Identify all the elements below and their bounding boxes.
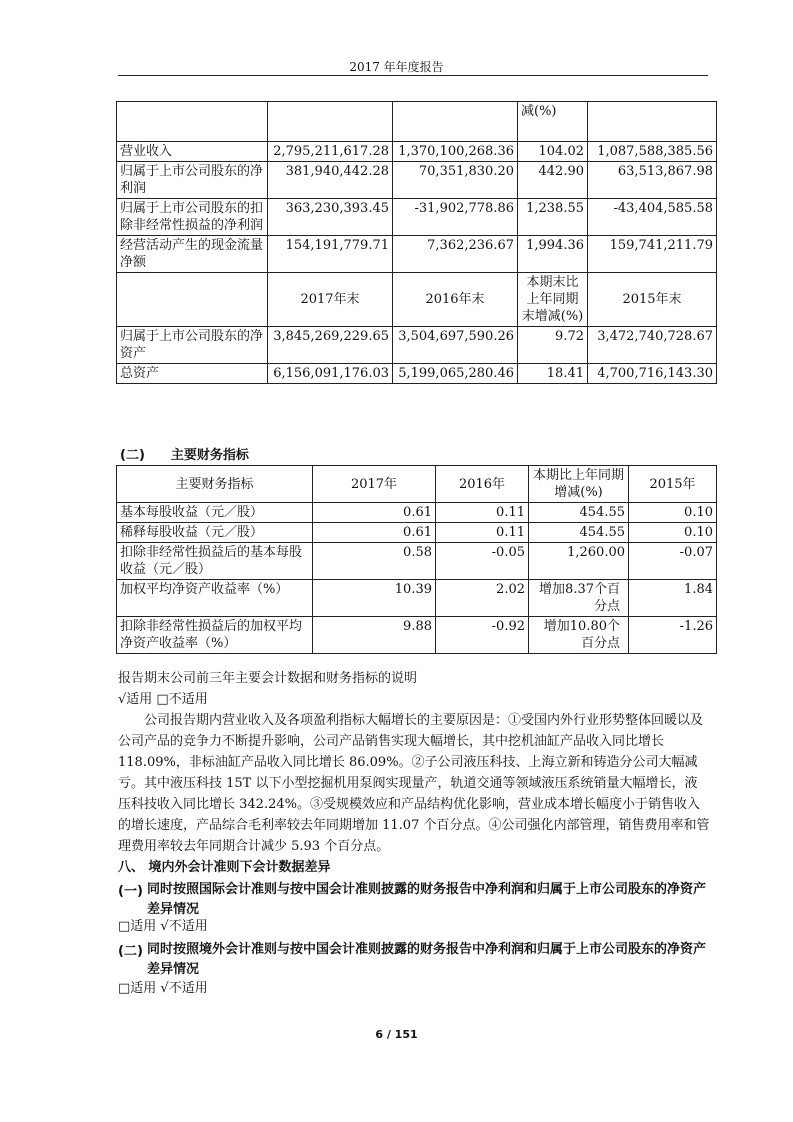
col-header-2016-end: 2016年末 xyxy=(393,273,518,327)
col-header-2015-end: 2015年末 xyxy=(588,273,717,327)
cell-2015: -1.26 xyxy=(629,617,717,654)
cell-change: 104.02 xyxy=(518,142,588,162)
table-row xyxy=(117,364,717,384)
cell-change: 454.55 xyxy=(529,523,629,543)
cell-change: 增加8.37个百分点 xyxy=(529,580,629,617)
table-row xyxy=(117,580,717,617)
table-row xyxy=(117,199,717,236)
row-label: 稀释每股收益（元／股） xyxy=(117,523,313,543)
table-header-row xyxy=(117,466,717,503)
sub2-heading: 同时按照境外会计准则与按中国会计准则披露的财务报告中净利润和归属于上市公司股东的净资产差异情况 xyxy=(147,942,707,977)
col-header-change: 本期末比上年同期末增减(%) xyxy=(518,273,588,327)
section8-title: 八、 境内外会计准则下会计数据差异 xyxy=(118,860,331,875)
header-divider xyxy=(118,75,708,76)
row-label: 归属于上市公司股东的扣除非经常性损益的净利润 xyxy=(117,199,268,236)
cell-2016: 2.02 xyxy=(436,580,529,617)
cell-2016: -0.05 xyxy=(436,543,529,580)
table-row xyxy=(117,617,717,654)
note-paragraph: 公司报告期内营业收入及各项盈利指标大幅增长的主要原因是：①受国内外行业形势整体回暖以及公司产品的竞争力不断提升影响，公司产品销售实现大幅增长，其中挖机油缸产品收入同比增长 118.09%，非标油缸产品收入同比增长 86.09%。②子公司液压科技、上海立新和铸造分公司大幅减亏。其中液压科技 15T 以下小型挖掘机用泵阀实现量产，轨道交通等领域液压系统销量大幅增长，液压科技收入同比增长 342.24%。③受规模效应和产品结构优化影响，营业成本增长幅度小于销售收入的增长速度，产品综合毛利率较去年同期增加 11.07 个百分点。④公司强化内部管理，销售费用率和管理费用率较去年同期合计减少 5.93 个百分点。 xyxy=(118,713,710,854)
row-label: 归属于上市公司股东的净利润 xyxy=(117,162,268,199)
col-header-2016: 2016年 xyxy=(436,466,529,503)
cell-2017: 0.61 xyxy=(313,503,436,523)
row-label: 归属于上市公司股东的净资产 xyxy=(117,327,268,364)
cell-2015: 1,087,588,385.56 xyxy=(588,142,717,162)
table-row xyxy=(117,142,717,162)
sub2-number: (二) xyxy=(118,944,143,959)
row-label: 营业收入 xyxy=(117,142,268,162)
cell-2015: 3,472,740,728.67 xyxy=(588,327,717,364)
cell-change: 442.90 xyxy=(518,162,588,199)
cell-2017: 6,156,091,176.03 xyxy=(268,364,393,384)
cell-2016: -31,902,778.86 xyxy=(393,199,518,236)
note-applicable: √适用 □不适用 xyxy=(118,692,208,707)
row-label: 经营活动产生的现金流量净额 xyxy=(117,236,268,273)
sub1-number: (一) xyxy=(118,884,143,899)
cell-2016: 1,370,100,268.36 xyxy=(393,142,518,162)
cell-2016: -0.92 xyxy=(436,617,529,654)
cell-change: 9.72 xyxy=(518,327,588,364)
cell-2016: 3,504,697,590.26 xyxy=(393,327,518,364)
cell-change: 454.55 xyxy=(529,503,629,523)
cell-change: 1,238.55 xyxy=(518,199,588,236)
sub1-heading: 同时按照国际会计准则与按中国会计准则披露的财务报告中净利润和归属于上市公司股东的净资产差异情况 xyxy=(147,882,707,917)
cell-2015: 4,700,716,143.30 xyxy=(588,364,717,384)
table-row xyxy=(117,162,717,199)
cell-2015: 1.84 xyxy=(629,580,717,617)
row-label: 扣除非经常性损益后的基本每股收益（元／股） xyxy=(117,543,313,580)
cell-2017: 3,845,269,229.65 xyxy=(268,327,393,364)
cell-change: 1,260.00 xyxy=(529,543,629,580)
cell-2016: 0.11 xyxy=(436,503,529,523)
col-header-2017: 2017年 xyxy=(313,466,436,503)
row-label: 扣除非经常性损益后的加权平均净资产收益率（%） xyxy=(117,617,313,654)
cell-2017: 0.61 xyxy=(313,523,436,543)
page-number: 6 / 151 xyxy=(375,1028,418,1041)
cell-2015: -43,404,585.58 xyxy=(588,199,717,236)
note-title: 报告期末公司前三年主要会计数据和财务指标的说明 xyxy=(118,671,418,686)
table-row xyxy=(117,102,717,142)
sub2-applicable: □适用 √不适用 xyxy=(118,981,208,996)
table-row xyxy=(117,523,717,543)
col-header-indicator: 主要财务指标 xyxy=(117,466,313,503)
cell-change: 增加10.80个百分点 xyxy=(529,617,629,654)
cell-2017: 381,940,442.28 xyxy=(268,162,393,199)
page-header-title: 2017 年年度报告 xyxy=(349,60,444,74)
cell-2015: 159,741,211.79 xyxy=(588,236,717,273)
cell-change-header: 减(%) xyxy=(518,102,588,142)
cell-2016: 0.11 xyxy=(436,523,529,543)
cell-2017: 10.39 xyxy=(313,580,436,617)
col-header-2017-end: 2017年末 xyxy=(268,273,393,327)
cell-2016: 5,199,065,280.46 xyxy=(393,364,518,384)
cell-2015: -0.07 xyxy=(629,543,717,580)
row-label: 基本每股收益（元／股） xyxy=(117,503,313,523)
key-indicators-table xyxy=(116,465,717,654)
cell-2017: 363,230,393.45 xyxy=(268,199,393,236)
cell-2017: 0.58 xyxy=(313,543,436,580)
col-header-change: 本期比上年同期增减(%) xyxy=(529,466,629,503)
cell-2017: 9.88 xyxy=(313,617,436,654)
cell-2015: 63,513,867.98 xyxy=(588,162,717,199)
cell-2016: 7,362,236.67 xyxy=(393,236,518,273)
table-row xyxy=(117,503,717,523)
row-label: 加权平均净资产收益率（%） xyxy=(117,580,313,617)
cell-change: 18.41 xyxy=(518,364,588,384)
row-label: 总资产 xyxy=(117,364,268,384)
table-row xyxy=(117,236,717,273)
cell-2017: 154,191,779.71 xyxy=(268,236,393,273)
cell-2016: 70,351,830.20 xyxy=(393,162,518,199)
cell-2015: 0.10 xyxy=(629,523,717,543)
col-header-2015: 2015年 xyxy=(629,466,717,503)
section-title-key-indicators: (二) 主要财务指标 xyxy=(120,448,249,463)
table-row xyxy=(117,543,717,580)
cell-change: 1,994.36 xyxy=(518,236,588,273)
cell-2017: 2,795,211,617.28 xyxy=(268,142,393,162)
sub1-applicable: □适用 √不适用 xyxy=(118,919,208,934)
cell-2015: 0.10 xyxy=(629,503,717,523)
table-row xyxy=(117,327,717,364)
financial-data-table xyxy=(116,101,717,384)
table-subheader-row xyxy=(117,273,717,327)
